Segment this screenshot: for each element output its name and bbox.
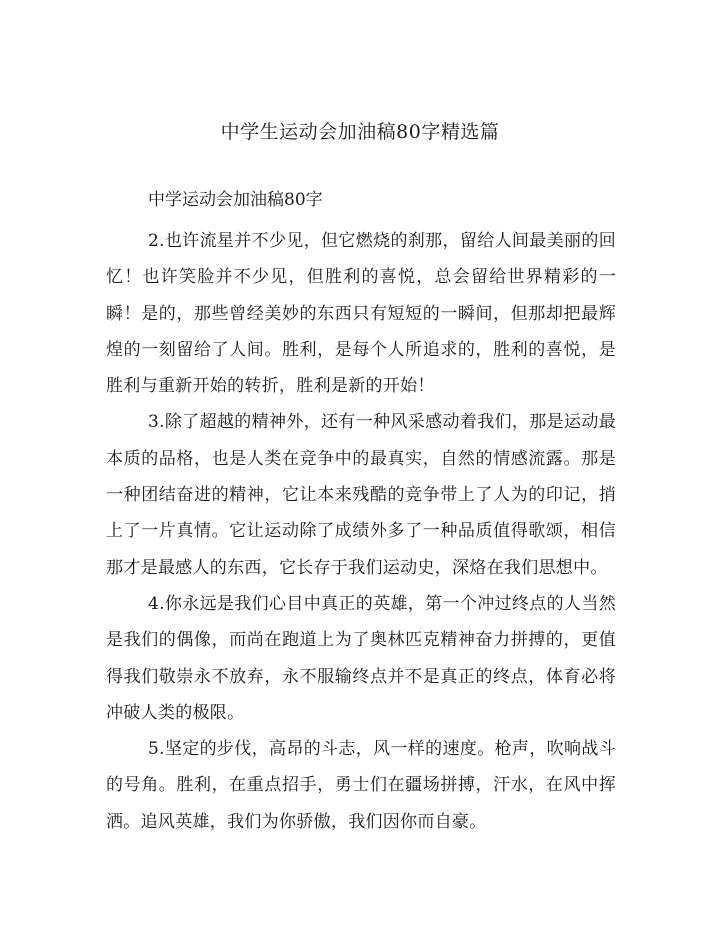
document-title: 中学生运动会加油稿80字精选篇 bbox=[220, 121, 500, 143]
document-body bbox=[106, 223, 616, 840]
paragraph-5: 5.坚定的步伐，高昂的斗志，风一样的速度。枪声，吹响战斗的号角。胜利，在重点招手，勇士们在疆场拼搏，汗水，在风中挥洒。追风英雄，我们为你骄傲，我们因你而自豪。 bbox=[106, 739, 616, 832]
paragraph-3: 3.除了超越的精神外，还有一种风采感动着我们，那是运动最本质的品格，也是人类在竞争中的最真实，自然的情感流露。那是一种团结奋进的精神，它让本来残酷的竞争带上了人为的印记，捎上了一片真情。它让运动除了成绩外多了一种品质值得歌颂，相信那才是最感人的东西，它长存于我们运动史，深烙在我们思想中。 bbox=[106, 412, 616, 578]
paragraph-4: 4.你永远是我们心目中真正的英雄，第一个冲过终点的人当然是我们的偶像，而尚在跑道上为了奥林匹克精神奋力拼搏的，更值得我们敬崇永不放弃，永不服输终点并不是真正的终点，体育必将冲破人类的极限。 bbox=[106, 593, 616, 723]
document-subtitle: 中学运动会加油稿80字 bbox=[148, 190, 323, 210]
paragraph-2: 2.也许流星并不少见，但它燃烧的刹那，留给人间最美丽的回忆！也许笑脸并不少见，但胜利的喜悦，总会留给世界精彩的一瞬！是的，那些曾经美妙的东西只有短短的一瞬间，但那却把最辉煌的一刻留给了人间。胜利，是每个人所追求的，胜利的喜悦，是胜利与重新开始的转折，胜利是新的开始！ bbox=[106, 231, 616, 397]
